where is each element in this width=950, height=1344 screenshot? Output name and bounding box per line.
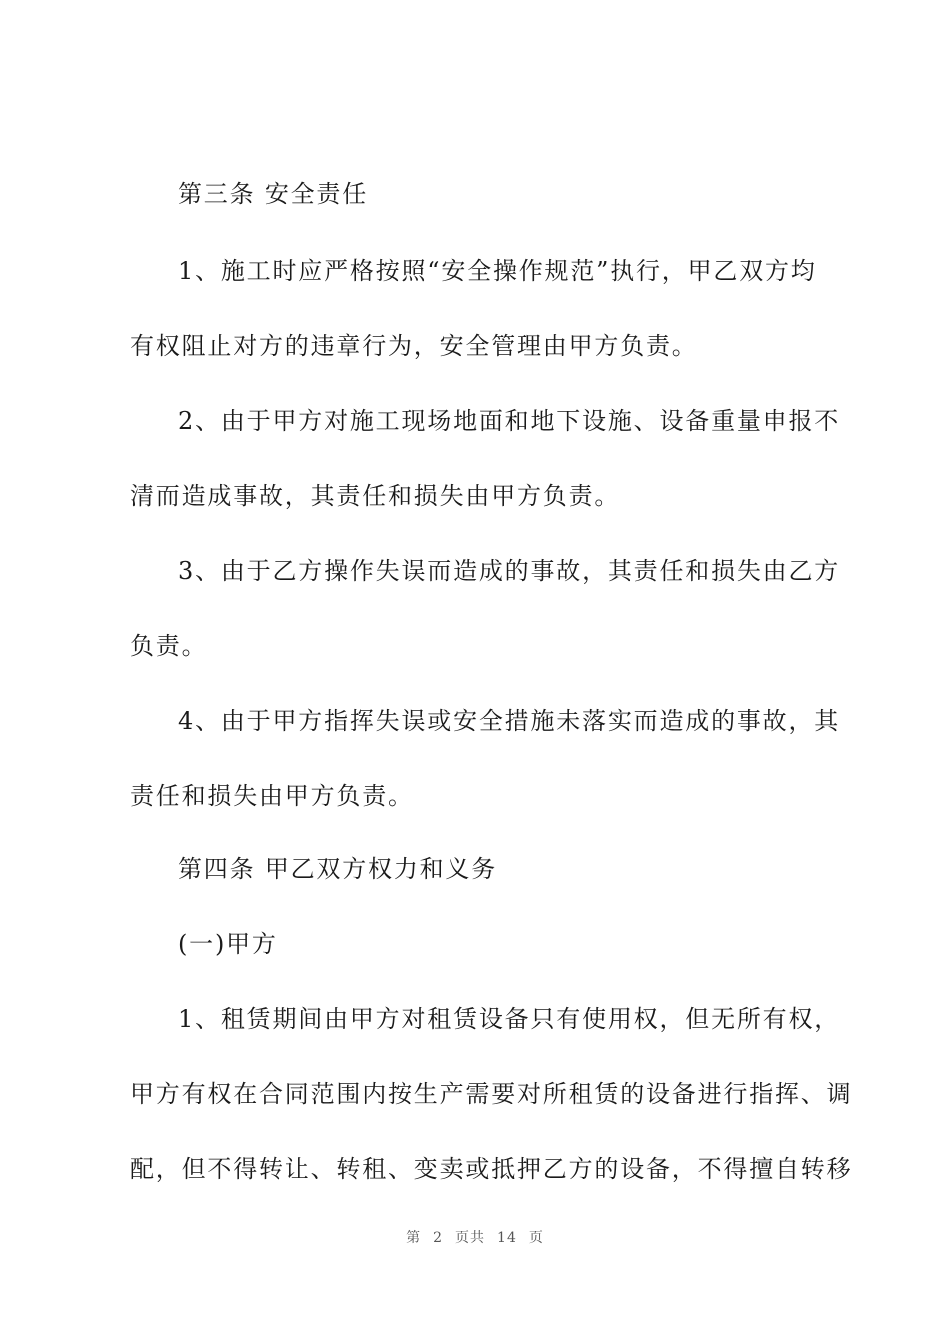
page-footer xyxy=(0,1228,950,1248)
footer-suffix: 页 xyxy=(528,1230,544,1246)
paragraph-line: 清而造成事故，其责任和损失由甲方负责。 xyxy=(130,482,621,510)
article-3-heading: 第三条 安全责任 xyxy=(178,180,369,208)
footer-page-number: 2 xyxy=(433,1230,444,1246)
paragraph-line: 2、由于甲方对施工现场地面和地下设施、设备重量申报不 xyxy=(178,407,841,435)
footer-prefix: 第 xyxy=(406,1230,422,1246)
article-4-heading: 第四条 甲乙双方权力和义务 xyxy=(178,855,498,883)
paragraph-line: 甲方有权在合同范围内按生产需要对所租赁的设备进行指挥、调 xyxy=(130,1080,853,1108)
paragraph-line: 配，但不得转让、转租、变卖或抵押乙方的设备，不得擅自转移 xyxy=(130,1155,853,1183)
section-heading-party-a: (一)甲方 xyxy=(178,930,278,958)
paragraph-line: 责任和损失由甲方负责。 xyxy=(130,782,414,810)
paragraph-line: 负责。 xyxy=(130,632,208,660)
paragraph-line: 4、由于甲方指挥失误或安全措施未落实而造成的事故，其 xyxy=(178,707,841,735)
paragraph-line: 有权阻止对方的违章行为，安全管理由甲方负责。 xyxy=(130,332,698,360)
paragraph-line: 1、施工时应严格按照“安全操作规范”执行，甲乙双方均 xyxy=(178,257,817,285)
footer-middle: 页共 xyxy=(455,1230,486,1246)
footer-total-pages: 14 xyxy=(497,1230,517,1246)
paragraph-line: 1、租赁期间由甲方对租赁设备只有使用权，但无所有权， xyxy=(178,1005,841,1033)
paragraph-line: 3、由于乙方操作失误而造成的事故，其责任和损失由乙方 xyxy=(178,557,841,585)
